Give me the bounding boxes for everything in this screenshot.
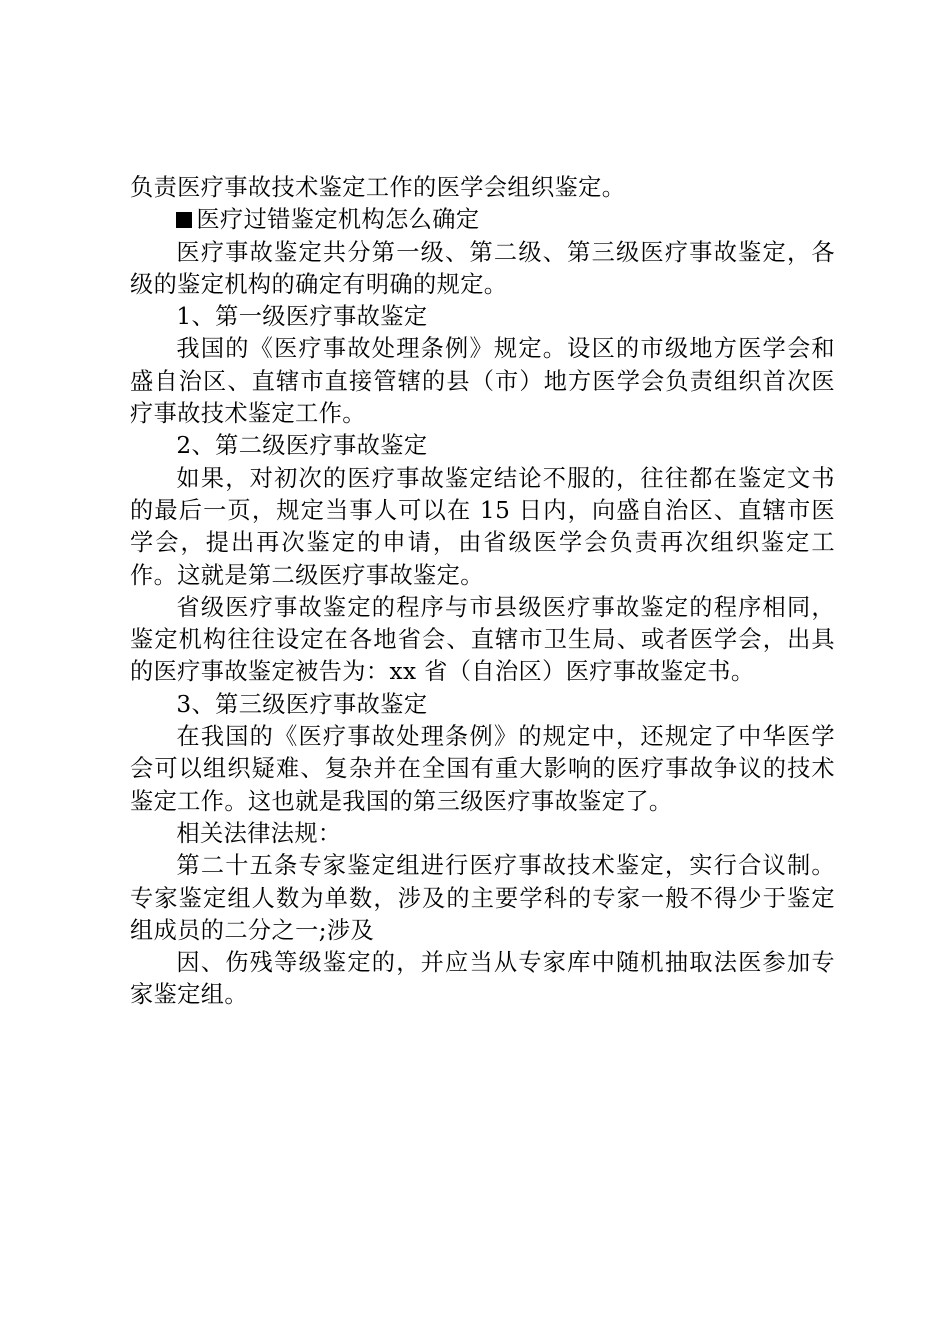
- heading-level-one: 1、第一级医疗事故鉴定: [176, 303, 428, 331]
- paragraph-continuation: 负责医疗事故技术鉴定工作的医学会组织鉴定。: [130, 174, 626, 201]
- paragraph-level-one: 我国的《医疗事故处理条例》规定。设区的市级地方医学会和盛自治区、直辖市直接管辖的县（市）地方医学会负责组织首次医疗事故技术鉴定工作。: [130, 335, 835, 428]
- heading-related-laws: 相关法律法规：: [176, 819, 342, 847]
- paragraph-article-25: 第二十五条专家鉴定组进行医疗事故技术鉴定，实行合议制。专家鉴定组人数为单数，涉及的主要学科的专家一般不得少于鉴定组成员的二分之一;涉及: [130, 852, 835, 944]
- paragraph-levels-intro: 医疗事故鉴定共分第一级、第二级、第三级医疗事故鉴定，各级的鉴定机构的确定有明确的规定。: [130, 238, 835, 298]
- section-heading-text: 医疗过错鉴定机构怎么确定: [196, 206, 480, 234]
- heading-level-two: 2、第二级医疗事故鉴定: [176, 432, 428, 460]
- heading-level-three: 3、第三级医疗事故鉴定: [176, 690, 428, 718]
- paragraph-provincial-procedure: 省级医疗事故鉴定的程序与市县级医疗事故鉴定的程序相同，鉴定机构往往设定在各地省会、直辖市卫生局、或者医学会，出具的医疗事故鉴定被告为：xx 省（自治区）医疗事故鉴定书。: [130, 593, 835, 686]
- paragraph-article-25-continued: 因、伤残等级鉴定的，并应当从专家库中随机抽取法医参加专家鉴定组。: [130, 949, 835, 1009]
- black-square-bullet-icon: [176, 212, 192, 228]
- paragraph-level-three: 在我国的《医疗事故处理条例》的规定中，还规定了中华医学会可以组织疑难、复杂并在全国有重大影响的医疗事故争议的技术鉴定工作。这也就是我国的第三级医疗事故鉴定了。: [130, 723, 835, 815]
- document-body: [130, 172, 835, 1012]
- paragraph-level-two: 如果，对初次的医疗事故鉴定结论不服的，往往都在鉴定文书的最后一页，规定当事人可以在 15 日内，向盛自治区、直辖市医学会，提出再次鉴定的申请，由省级医学会负责再次组织鉴定工作。这就是第二级医疗事故鉴定。: [130, 464, 835, 589]
- section-heading-institution: [130, 204, 835, 236]
